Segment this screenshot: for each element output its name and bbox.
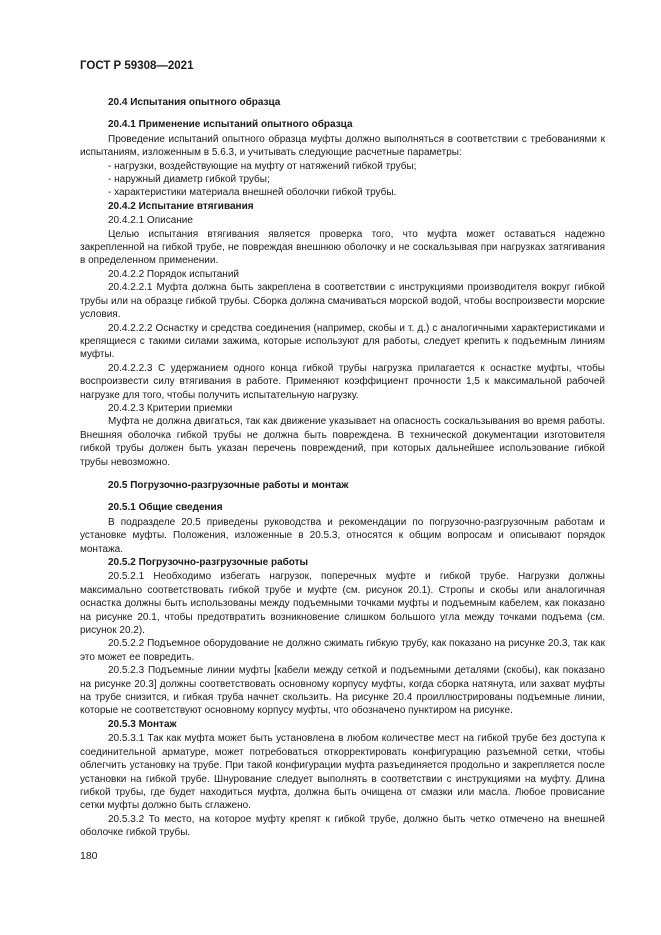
clause-title: 20.4.2.3 Критерии приемки xyxy=(108,402,233,414)
list-item: - наружный диаметр гибкой трубы; xyxy=(108,174,270,186)
subsection-heading: 20.4.1 Применение испытаний опытного образца xyxy=(108,119,353,131)
document-header-standard-code: ГОСТ Р 59308—2021 xyxy=(80,60,194,72)
paragraph: 20.5.3.1 Так как муфта может быть установлена в любом количестве мест на гибкой трубе без доступа к соединительной арматуре, может потребоваться откорректировать конфигурацию разъемной сетки, чтобы облегчить установку на трубе. При такой конфигурации муфта разъединяется продольно и закрепляется после установки на гибкой трубе. Шнурование следует выполнять в соответствии с инструкциями на муфту. Длина гибкой трубы, где будет находиться муфта, должна быть очищена от смазки или масла. Любое провисание сетки муфты должно быть сглажено. xyxy=(80,733,605,812)
list-item: - нагрузки, воздействующие на муфту от натяжений гибкой трубы; xyxy=(108,160,417,172)
paragraph: 20.4.2.2.3 С удержанием одного конца гибкой трубы нагрузка прилагается к оснастке муфты, чтобы воспроизвести силу втягивания в работе. Применяют коэффициент прочности 1,5 к максимальной рабочей нагрузке для того, чтобы получить испытательную нагрузку. xyxy=(80,362,605,401)
list-item: - характеристики материала внешней оболочки гибкой трубы. xyxy=(108,187,397,199)
paragraph: Муфта не должна двигаться, так как движение указывает на опасность соскальзывания во время работы. Внешняя оболочка гибкой трубы не должна быть повреждена. В технической документации изготовителя гибкой трубы должен быть указан перечень повреждений, при которых дальнейшее использование гибкой трубы невозможно. xyxy=(80,416,605,468)
paragraph: 20.5.2.3 Подъемные линии муфты [кабели между сеткой и подъемными деталями (скобы), как показано на рисунке 20.3] должны соответствовать основному корпусу муфты, когда сборка натянута, или захват муфты на трубе снизится, и гибкая труба начнет скользить. На рисунке 20.4 проиллюстрированы подъемные линии, которые не соответствуют основному корпусу муфты, что обозначено пунктиром на рисунке. xyxy=(80,665,605,717)
page-number: 180 xyxy=(80,850,98,862)
paragraph: Целью испытания втягивания является проверка того, что муфта может оставаться надежно закрепленной на гибкой трубе, не повреждая внешнюю оболочку и не соскальзывая при нагрузках затягивания в определенном применении. xyxy=(80,228,605,267)
clause-title: 20.4.2.1 Описание xyxy=(108,215,193,227)
subsection-heading: 20.4.2 Испытание втягивания xyxy=(108,200,254,212)
subsection-heading: 20.5.2 Погрузочно-разгрузочные работы xyxy=(108,557,309,568)
paragraph: 20.4.2.2.2 Оснастку и средства соединения (например, скобы и т. д.) с аналогичными характеристиками и крепящиеся с такими силами зажима, которые используют для работы, следует крепить к подъемным линиям муфты. xyxy=(80,322,605,361)
subsection-heading: 20.5.1 Общие сведения xyxy=(108,502,223,514)
paragraph: 20.5.3.2 То место, на которое муфту крепят к гибкой трубе, должно быть четко отмечено на внешней оболочке гибкой трубы. xyxy=(80,813,605,839)
section-heading: 20.5 Погрузочно-разгрузочные работы и монтаж xyxy=(108,479,349,491)
paragraph: 20.5.2.1 Необходимо избегать нагрузок, поперечных муфте и гибкой трубе. Нагрузки должны максимально соответствовать гибкой трубе и муфте (см. рисунок 20.1). Стропы и скобы или аналогичная оснастка должны быть использованы между подъемными точками муфты и подъемным кабелем, как показано на рисунке 20.1, чтобы предотвратить возникновение слишком большого угла между точками подъема (см. рисунок 20.2). xyxy=(80,571,605,637)
paragraph: 20.4.2.2.1 Муфта должна быть закреплена в соответствии с инструкциями производителя вокруг гибкой трубы или на образце гибкой трубы. Сборка должна смачиваться морской водой, чтобы воспроизвести морские условия. xyxy=(80,282,605,321)
subsection-heading: 20.5.3 Монтаж xyxy=(108,718,177,730)
section-heading: 20.4 Испытания опытного образца xyxy=(108,97,281,108)
clause-title: 20.4.2.2 Порядок испытаний xyxy=(108,268,239,280)
paragraph: Проведение испытаний опытного образца муфты должно выполняться в соответствии с требованиями к испытаниям, изложенным в 5.6.3, и учитывать следующие расчетные параметры: xyxy=(80,133,605,159)
paragraph: 20.5.2.2 Подъемное оборудование не должно сжимать гибкую трубу, как показано на рисунке 20.3, так как это может ее повредить. xyxy=(80,638,605,663)
paragraph: В подразделе 20.5 приведены руководства и рекомендации по погрузочно-разгрузочным работам и установке муфты. Положения, изложенные в 20.5.3, относятся к общим вопросам и описывают порядок монтажа. xyxy=(80,516,605,555)
document-body xyxy=(80,96,605,840)
